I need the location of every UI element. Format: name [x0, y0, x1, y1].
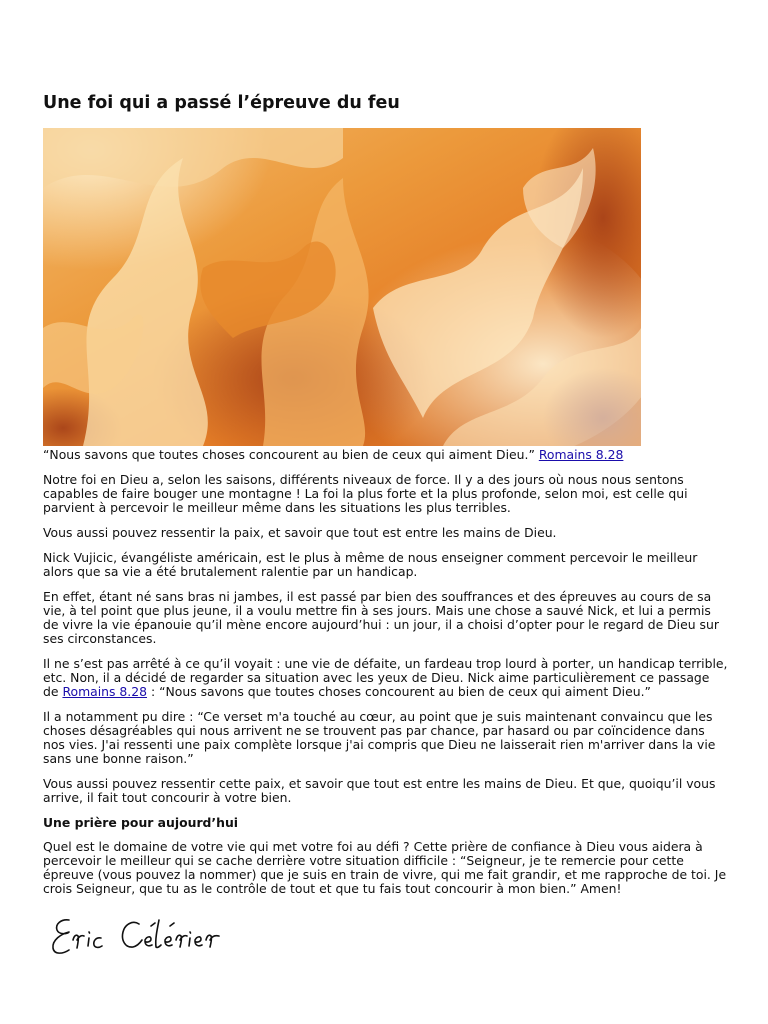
paragraph: En effet, étant né sans bras ni jambes, il est passé par bien des souffrances et des épreuves au cours de sa vie, à tel point que plus jeune, il a voulu mettre fin à ses jours. Mais une chose a sauvé Nick, et lui a permis de vivre la vie épanouie qu’il mène encore aujourd’hui : un jour, il a choisi d’opter pour le regard de Dieu sur ses circonstances. — [43, 589, 719, 646]
prayer-text: Quel est le domaine de votre vie qui met votre foi au défi ? Cette prière de confiance à Dieu vous aidera à percevoir le meilleur qui se cache derrière votre situation difficile : “Seigneur, je te remercie pour cette épreuve (vous pouvez la nommer) que je suis en train de vivre, qui me fait grandir, et me rapproche de toi. Je crois Seigneur, que tu as le contrôle de tout et que tu fais tout concourir à mon bien.” Amen! — [43, 839, 727, 896]
paragraph-nick-quote: Il a notamment pu dire : “Ce verset m'a touché au cœur, au point que je suis maintenant convaincu que les choses désagréables qui nous arrivent ne se trouvent pas par chance, par hasard ou par coïncidence dans nos vies. J'ai ressenti une paix complète lorsque j'ai compris que Dieu ne laisserait rien m'arriver dans la vie sans une bonne raison.” — [43, 709, 716, 766]
paragraph-nick-before: Il ne s’est pas arrêté à ce qu’il voyait : une vie de défaite, un fardeau trop lourd à porter, un handicap terrible, etc. Non, il a décidé de regarder sa situation avec les yeux de Dieu. Nick aime particulièrement ce passage de — [43, 656, 728, 699]
paragraph-closing: Vous aussi pouvez ressentir cette paix, et savoir que tout est entre les mains de Dieu. Et que, quoiqu’il vous arrive, il fait tout concourir à votre bien. — [43, 776, 716, 805]
fire-image — [43, 128, 641, 446]
opening-quote-text: “Nous savons que toutes choses concourent au bien de ceux qui aiment Dieu.” — [43, 447, 539, 462]
paragraph-nick-after: : “Nous savons que toutes choses concourent au bien de ceux qui aiment Dieu.” — [147, 684, 651, 699]
article-title: Une foi qui a passé l’épreuve du feu — [43, 93, 400, 113]
article — [43, 92, 728, 962]
paragraph: Nick Vujicic, évangéliste américain, est le plus à même de nous enseigner comment percevoir le meilleur alors que sa vie a été brutalement ralentie par un handicap. — [43, 550, 698, 579]
prayer-heading: Une prière pour aujourd’hui — [43, 815, 239, 830]
paragraph-nick — [43, 657, 728, 699]
opening-quote — [43, 448, 728, 462]
romains-link-2[interactable]: Romains 8.28 — [62, 684, 148, 699]
paragraph: Notre foi en Dieu a, selon les saisons, différents niveaux de force. Il y a des jours où nous nous sentons capables de faire bouger une montagne ! La foi la plus forte et la plus profonde, selon moi, est celle qui parvient à percevoir le meilleur même dans les situations les plus terribles. — [43, 472, 688, 515]
romains-link-1[interactable]: Romains 8.28 — [538, 447, 624, 462]
signature — [47, 910, 227, 962]
paragraph: Vous aussi pouvez ressentir la paix, et savoir que tout est entre les mains de Dieu. — [43, 525, 557, 540]
